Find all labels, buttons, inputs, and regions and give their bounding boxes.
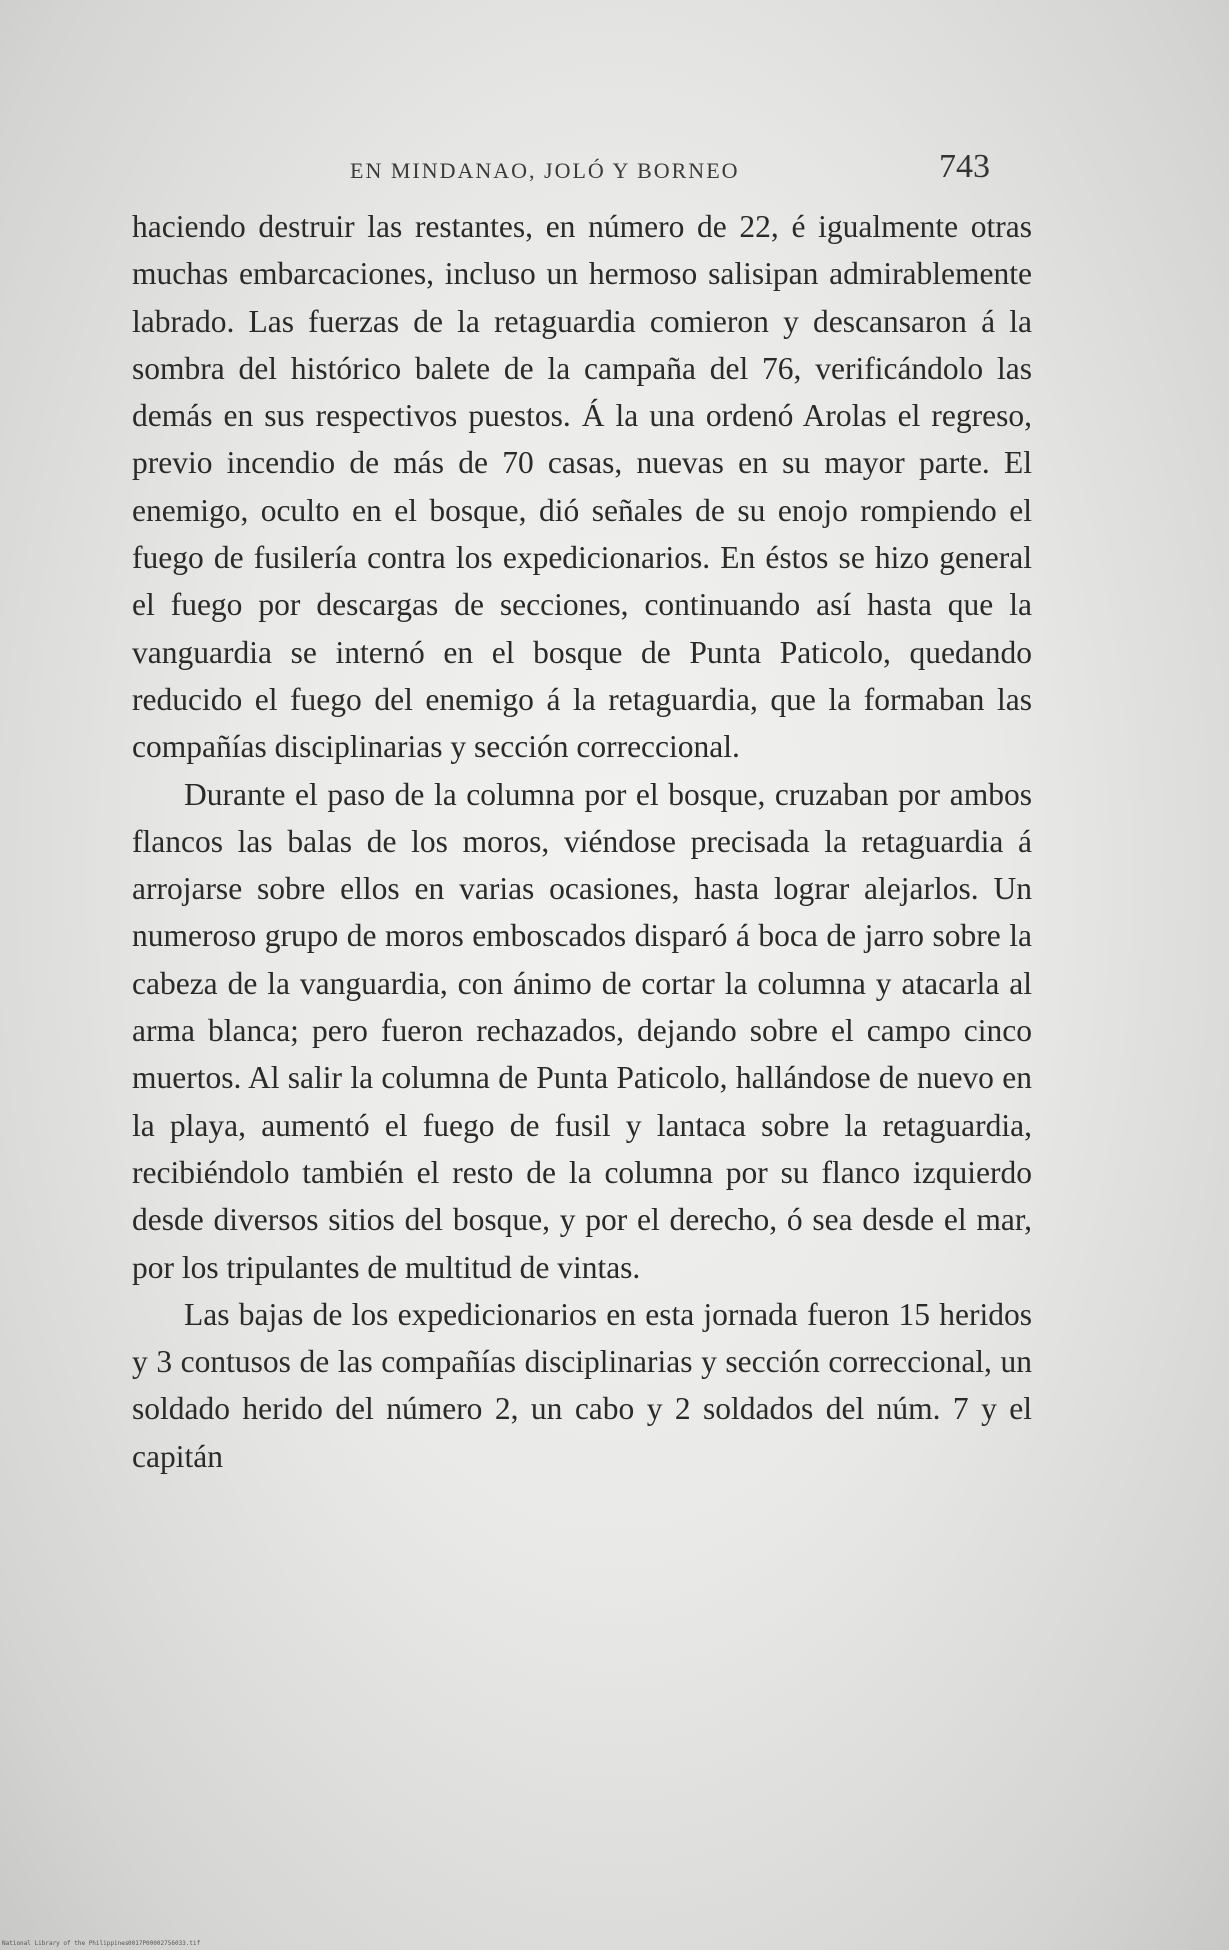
page-number: 743	[939, 148, 990, 185]
running-head	[350, 148, 990, 192]
paragraph-3: Las bajas de los expedicionarios en esta jornada fueron 15 heridos y 3 contusos de las compañías disciplinarias y sección correccional, un soldado herido del número 2, un cabo y 2 soldados del núm. 7 y el capitán	[132, 1296, 1032, 1474]
paragraph-2: Durante el paso de la columna por el bosque, cruzaban por ambos flancos las balas de los moros, viéndose precisada la retaguardia á arrojarse sobre ellos en varias ocasiones, hasta lograr alejarlos. Un numeroso grupo de moros emboscados disparó á boca de jarro sobre la cabeza de la vanguardia, con ánimo de cortar la columna y atacarla al arma blanca; pero fueron rechazados, dejando sobre el campo cinco muertos. Al salir la columna de Punta Paticolo, hallándose de nuevo en la playa, aumentó el fuego de fusil y lantaca sobre la retaguardia, recibiéndolo también el resto de la columna por su flanco izquierdo desde diversos sitios del bosque, y por el derecho, ó sea desde el mar, por los tripulantes de multitud de vintas.	[132, 776, 1032, 1285]
running-head-title: EN MINDANAO, JOLÓ Y BORNEO	[350, 158, 740, 183]
body-text	[132, 203, 1032, 1480]
scan-footer-library: National Library of the Philippines	[2, 1940, 129, 1947]
scan-footer-file-id: 0017P00002756033.tif	[128, 1940, 201, 1947]
paragraph-1: haciendo destruir las restantes, en número de 22, é igualmente otras muchas embarcaciones, incluso un hermoso salisipan admirablemente labrado. Las fuerzas de la retaguardia comieron y descansaron á la sombra del histórico balete de la campaña del 76, verificándolo las demás en sus respectivos puestos. Á la una ordenó Arolas el regreso, previo incendio de más de 70 casas, nuevas en su mayor parte. El enemigo, oculto en el bosque, dió señales de su enojo rompiendo el fuego de fusilería contra los expedicionarios. En éstos se hizo general el fuego por descargas de secciones, continuando así hasta que la vanguardia se internó en el bosque de Punta Paticolo, quedando reducido el fuego del enemigo á la retaguardia, que la formaban las compañías disciplinarias y sección correccional.	[132, 209, 1032, 765]
